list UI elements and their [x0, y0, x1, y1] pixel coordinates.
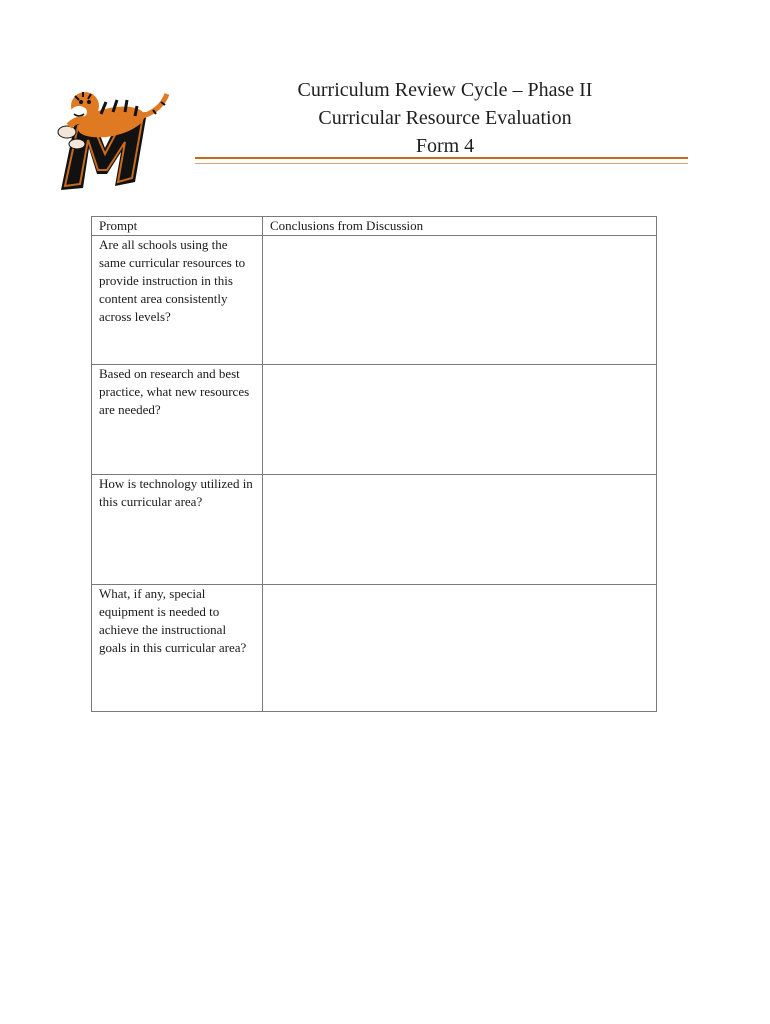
answer-cell[interactable] [263, 475, 657, 585]
answer-cell[interactable] [263, 585, 657, 712]
answer-cell[interactable] [263, 236, 657, 365]
prompt-cell: Based on research and best practice, what new resources are needed? [92, 365, 263, 475]
prompt-header: Prompt [92, 217, 263, 236]
conclusions-header: Conclusions from Discussion [263, 217, 657, 236]
prompt-cell: Are all schools using the same curricular resources to provide instruction in this content area consistently across levels? [92, 236, 263, 365]
table-header-row [92, 217, 657, 236]
tiger-paw [69, 139, 85, 149]
document-title [295, 76, 595, 160]
prompt-cell: What, if any, special equipment is needed to achieve the instructional goals in this curricular area? [92, 585, 263, 712]
title-rule-dark [195, 157, 688, 159]
prompt-cell: How is technology utilized in this curricular area? [92, 475, 263, 585]
answer-cell[interactable] [263, 365, 657, 475]
tiger-paw [58, 126, 76, 138]
tiger-logo [55, 82, 173, 192]
table-row [92, 365, 657, 475]
title-line-1: Curriculum Review Cycle – Phase II [297, 79, 593, 101]
table-row [92, 585, 657, 712]
title-line-2: Curricular Resource Evaluation [318, 107, 572, 129]
title-rule-light [195, 163, 688, 164]
title-line-3: Form 4 [415, 135, 475, 157]
table-row [92, 475, 657, 585]
evaluation-table [91, 216, 657, 712]
table-row [92, 236, 657, 365]
